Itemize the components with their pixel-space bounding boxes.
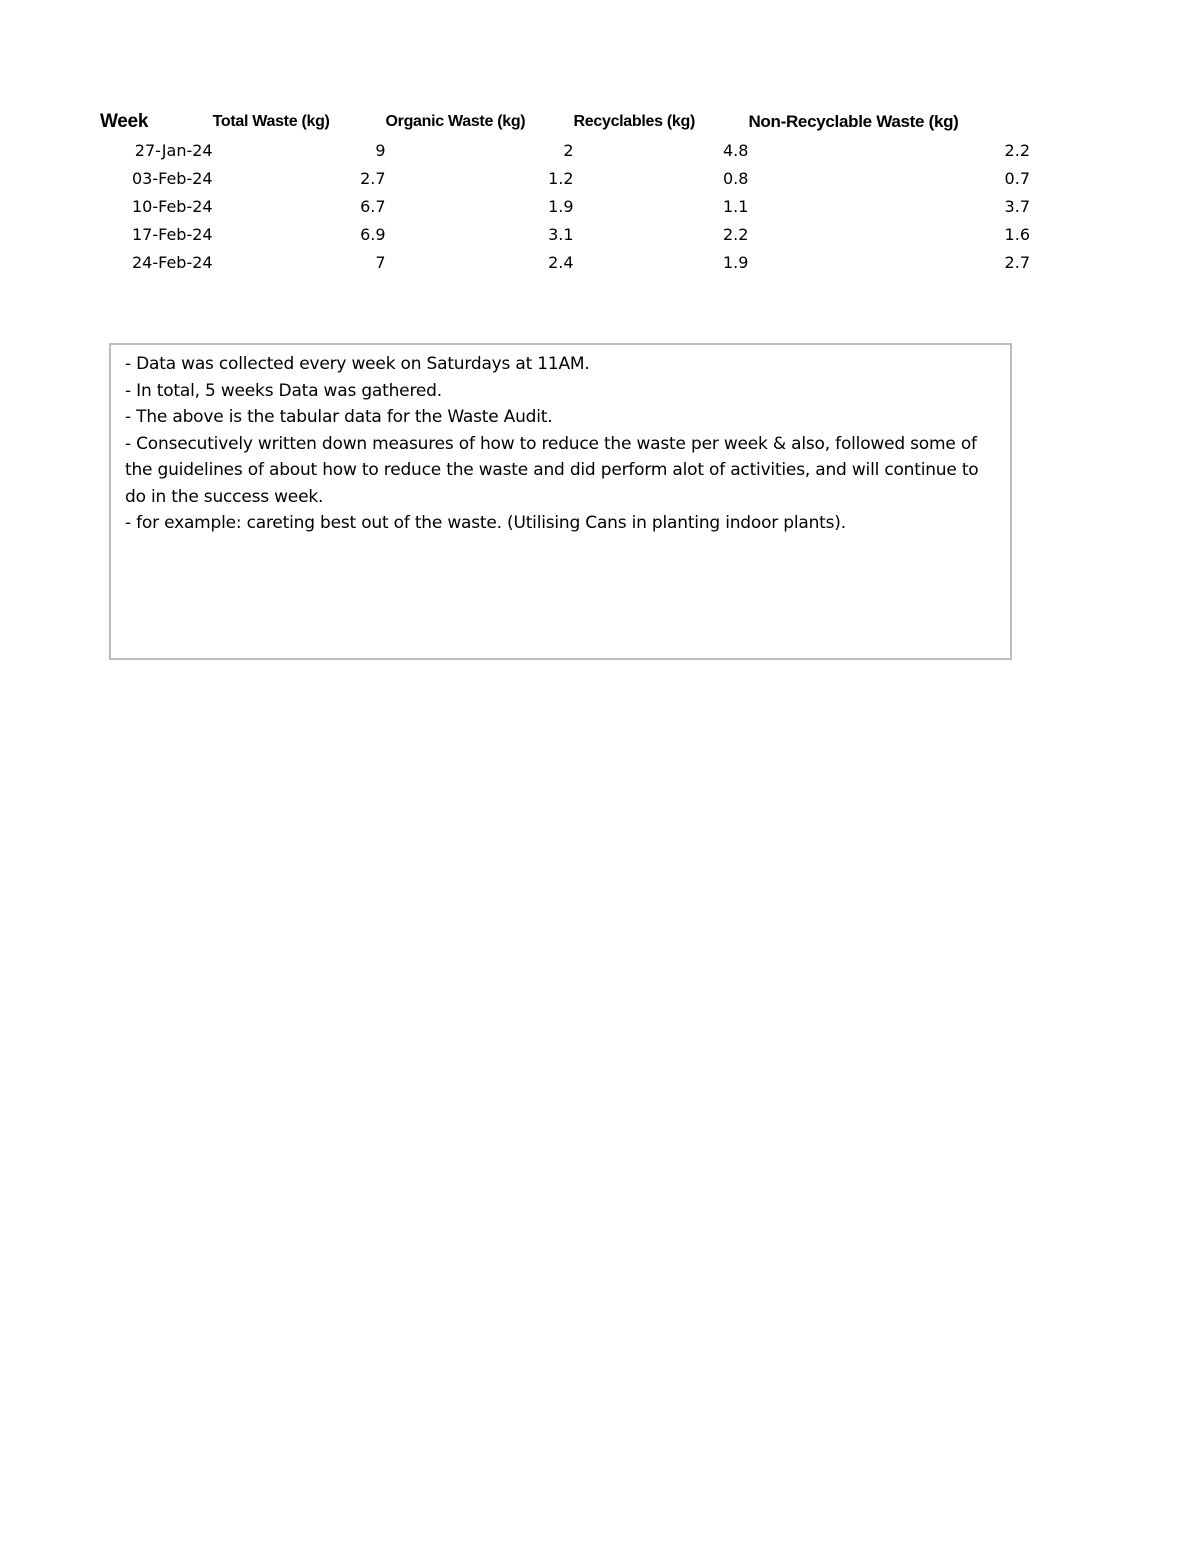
cell-week: 17-Feb-24 xyxy=(132,224,213,244)
cell-organic-waste: 1.9 xyxy=(548,196,574,216)
cell-recyclables: 2.2 xyxy=(723,224,749,244)
cell-non-recyclable-waste: 2.7 xyxy=(1004,252,1030,272)
table-row xyxy=(100,220,1030,248)
cell-recyclables: 1.1 xyxy=(723,196,749,216)
table-header-row xyxy=(100,108,1030,136)
cell-total-waste: 6.7 xyxy=(360,196,386,216)
table-row xyxy=(100,136,1030,164)
header-organic-waste: Organic Waste (kg) xyxy=(385,113,526,130)
note-line: - In total, 5 weeks Data was gathered. xyxy=(125,380,442,401)
header-total-waste: Total Waste (kg) xyxy=(212,113,330,130)
header-non-recyclable-waste: Non-Recyclable Waste (kg) xyxy=(748,112,959,131)
cell-non-recyclable-waste: 2.2 xyxy=(1004,140,1030,160)
header-recyclables: Recyclables (kg) xyxy=(573,113,695,130)
cell-total-waste: 2.7 xyxy=(360,168,386,188)
cell-recyclables: 1.9 xyxy=(723,252,749,272)
cell-total-waste: 7 xyxy=(375,252,386,272)
cell-total-waste: 6.9 xyxy=(360,224,386,244)
cell-non-recyclable-waste: 3.7 xyxy=(1004,196,1030,216)
table-row xyxy=(100,248,1030,276)
cell-week: 24-Feb-24 xyxy=(132,252,213,272)
cell-recyclables: 0.8 xyxy=(723,168,749,188)
note-line: - Data was collected every week on Saturdays at 11AM. xyxy=(125,354,590,374)
cell-organic-waste: 1.2 xyxy=(548,168,574,188)
cell-week: 03-Feb-24 xyxy=(132,168,213,188)
note-line: - The above is the tabular data for the Waste Audit. xyxy=(125,407,553,427)
cell-non-recyclable-waste: 1.6 xyxy=(1004,224,1030,244)
table-row xyxy=(100,192,1030,220)
note-line: - for example: careting best out of the waste. (Utilising Cans in planting indoor plants). xyxy=(125,513,846,533)
header-week: Week xyxy=(100,111,149,132)
cell-recyclables: 4.8 xyxy=(723,140,749,160)
cell-organic-waste: 2.4 xyxy=(548,252,574,272)
table-row xyxy=(100,164,1030,192)
cell-organic-waste: 3.1 xyxy=(548,224,574,244)
cell-week: 27-Jan-24 xyxy=(134,140,213,160)
cell-total-waste: 9 xyxy=(375,140,386,160)
cell-non-recyclable-waste: 0.7 xyxy=(1004,168,1030,188)
cell-week: 10-Feb-24 xyxy=(132,196,213,216)
notes-text-box[interactable] xyxy=(109,343,1012,660)
waste-audit-table xyxy=(100,108,1030,276)
note-line: - Consecutively written down measures of how to reduce the waste per week & also, followed some of the guidelines of about how to reduce the waste and did perform alot of activities, and will continue to do in the success week. xyxy=(125,433,979,507)
cell-organic-waste: 2 xyxy=(563,140,574,160)
